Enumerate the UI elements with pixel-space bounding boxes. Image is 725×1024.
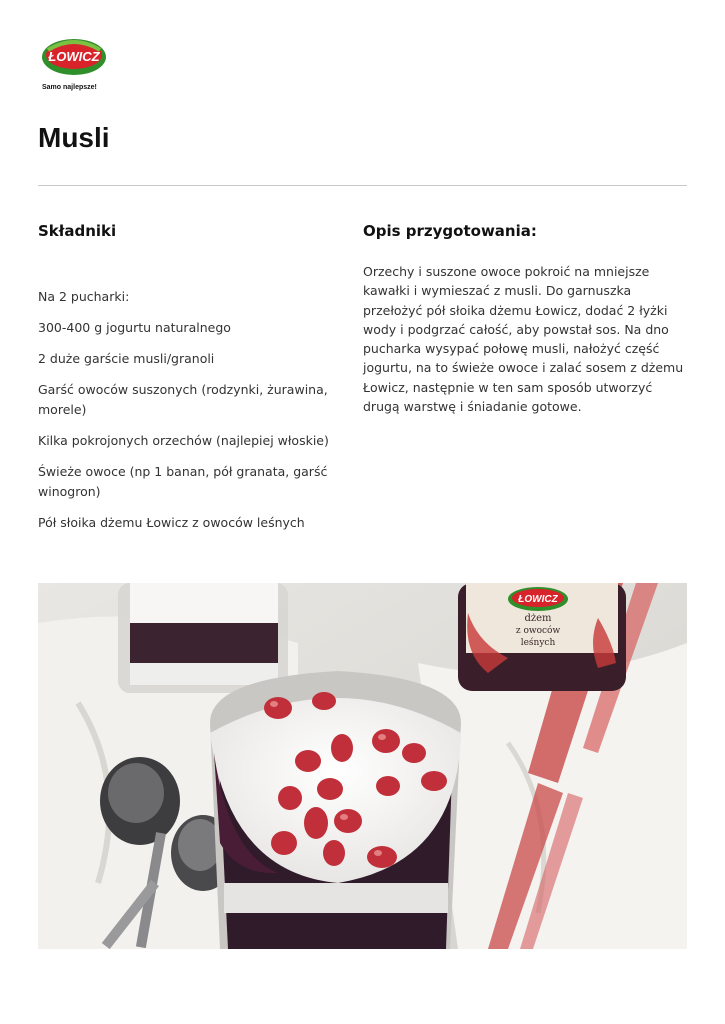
logo-text: ŁOWICZ — [48, 49, 100, 64]
ingredients-section — [38, 220, 338, 544]
title-divider — [38, 185, 687, 186]
jar-logo-text: ŁOWICZ — [518, 594, 558, 605]
preparation-heading: Opis przygotowania: — [363, 222, 537, 240]
list-item: 2 duże garście musli/granoli — [38, 351, 215, 366]
ingredients-heading: Składniki — [38, 222, 117, 240]
list-item: Świeże owoce (np 1 banan, pół granata, garść winogron) — [38, 464, 328, 499]
list-item: Pół słoika dżemu Łowicz z owoców leśnych — [38, 515, 305, 530]
list-item: Kilka pokrojonych orzechów (najlepiej włoskie) — [38, 433, 329, 448]
recipe-photo — [38, 583, 687, 949]
jar-label-line-1: dżem — [524, 613, 552, 624]
preparation-section — [363, 220, 688, 416]
preparation-text: Orzechy i suszone owoce pokroić na mniejsze kawałki i wymieszać z musli. Do garnuszka przełożyć pół słoika dżemu Łowicz, dodać 2 łyżki wody i podgrzać całość, aby powstał sos. Na dno pucharka wysypać połowę musli, nałożyć część jogurtu, na to świeże owoce i zalać sosem z dżemu Łowicz, następnie w ten sam sposób utworzyć drugą warstwę i śniadanie gotowe. — [363, 264, 684, 415]
list-item: Garść owoców suszonych (rodzynki, żurawina, morele) — [38, 382, 328, 417]
page-title: Musli — [38, 122, 110, 153]
jar-label-line-3: leśnych — [520, 638, 556, 648]
list-item: Na 2 pucharki: — [38, 289, 130, 304]
ingredients-list — [38, 287, 338, 533]
jar-label-line-2: z owoców — [515, 626, 561, 636]
list-item: 300-400 g jogurtu naturalnego — [38, 320, 231, 335]
brand-tagline: Samo najlepsze! — [42, 84, 97, 91]
